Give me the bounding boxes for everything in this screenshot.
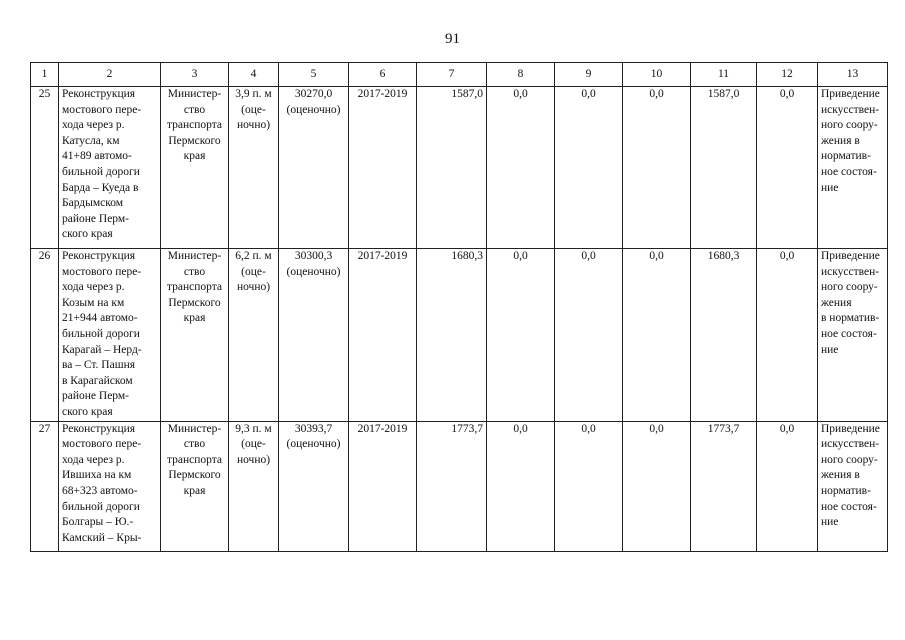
project-name-line: Реконструкция: [62, 88, 136, 100]
project-name-line: бильной дороги: [62, 500, 140, 513]
purpose-line: ние: [821, 181, 839, 194]
project-name: [59, 87, 161, 249]
value-col-9: 0,0: [555, 87, 623, 249]
purpose-line: ние: [821, 343, 839, 356]
project-name-line: мостового пере-: [62, 103, 142, 116]
value-col-10: 0,0: [623, 421, 691, 551]
project-name-line: районе Перм-: [62, 390, 129, 403]
project-name-line: Катусла, км: [62, 134, 120, 147]
responsible-ministry: [161, 249, 229, 422]
capacity-line: (оце-: [241, 103, 266, 116]
project-name-line: Болгары – Ю.-: [62, 516, 134, 529]
investment-projects-table: [30, 62, 888, 552]
capacity: [229, 87, 279, 249]
value-col-11: 1587,0: [691, 87, 757, 249]
cost-line: 30300,3: [294, 250, 333, 262]
project-name-line: в Карагайском: [62, 374, 133, 387]
purpose-line: искусствен-: [821, 103, 880, 116]
capacity: [229, 249, 279, 422]
project-name-line: ского края: [62, 405, 113, 418]
value-col-9: 0,0: [555, 249, 623, 422]
project-name: [59, 421, 161, 551]
value-col-12: 0,0: [757, 249, 818, 422]
table-row: [31, 421, 888, 551]
capacity-line: 6,2 п. м: [235, 250, 272, 262]
value-col-7: 1773,7: [417, 421, 487, 551]
row-number: 25: [31, 87, 59, 249]
column-header-9: 9: [555, 63, 623, 87]
project-name-line: Карагай – Нерд-: [62, 343, 142, 356]
purpose-line: ное состоя-: [821, 327, 877, 340]
capacity-line: 9,3 п. м: [235, 422, 272, 435]
project-name-line: 21+944 автомо-: [62, 312, 138, 325]
project-name-line: Камский – Кры-: [62, 531, 142, 544]
implementation-period: 2017-2019: [349, 87, 417, 249]
value-col-11: 1680,3: [691, 249, 757, 422]
column-header-8: 8: [487, 63, 555, 87]
project-name-line: бильной дороги: [62, 165, 140, 178]
ministry-line: Министер-: [167, 422, 222, 435]
cost-line: 30393,7: [294, 422, 333, 435]
page-number: 91: [445, 31, 460, 47]
table-row: [31, 249, 888, 422]
value-col-10: 0,0: [623, 249, 691, 422]
project-name-line: мостового пере-: [62, 265, 142, 278]
project-name-line: хода через р.: [62, 119, 125, 132]
column-number-row: [31, 63, 888, 87]
column-header-2: 2: [59, 63, 161, 87]
project-name-line: ского края: [62, 228, 113, 241]
column-header-10: 10: [623, 63, 691, 87]
value-col-7: 1680,3: [417, 249, 487, 422]
cost-line: 30270,0: [294, 88, 333, 100]
purpose-line: ное состоя-: [821, 165, 877, 178]
project-name-line: Бардымском: [62, 197, 124, 210]
ministry-line: Пермского: [168, 134, 221, 147]
cost-line: (оценочно): [286, 438, 341, 451]
value-col-8: 0,0: [487, 87, 555, 249]
ministry-line: Министер-: [167, 88, 222, 100]
purpose-line: Приведение: [821, 250, 880, 262]
column-header-3: 3: [161, 63, 229, 87]
ministry-line: края: [183, 484, 206, 497]
estimated-cost: [279, 421, 349, 551]
value-col-10: 0,0: [623, 87, 691, 249]
project-name-line: Козым на км: [62, 296, 125, 309]
implementation-period: 2017-2019: [349, 249, 417, 422]
purpose-line: ное состоя-: [821, 500, 877, 513]
value-col-8: 0,0: [487, 421, 555, 551]
project-name-line: Ившиха на км: [62, 469, 132, 482]
value-col-11: 1773,7: [691, 421, 757, 551]
value-col-9: 0,0: [555, 421, 623, 551]
ministry-line: транспорта: [166, 453, 223, 466]
purpose-line: искусствен-: [821, 438, 880, 451]
project-name-line: 68+323 автомо-: [62, 484, 138, 497]
ministry-line: Министер-: [167, 250, 222, 262]
project-name-line: Реконструкция: [62, 250, 136, 262]
column-header-1: 1: [31, 63, 59, 87]
project-purpose: [818, 421, 888, 551]
ministry-line: края: [183, 312, 206, 325]
ministry-line: ство: [183, 438, 206, 451]
project-name-line: бильной дороги: [62, 327, 140, 340]
ministry-line: транспорта: [166, 281, 223, 294]
column-header-5: 5: [279, 63, 349, 87]
column-header-12: 12: [757, 63, 818, 87]
capacity: [229, 421, 279, 551]
cost-line: (оценочно): [286, 265, 341, 278]
ministry-line: ство: [183, 265, 206, 278]
responsible-ministry: [161, 87, 229, 249]
project-name-line: 41+89 автомо-: [62, 150, 132, 163]
ministry-line: края: [183, 150, 206, 163]
purpose-line: искусствен-: [821, 265, 880, 278]
purpose-line: жения: [821, 296, 852, 309]
column-header-6: 6: [349, 63, 417, 87]
estimated-cost: [279, 249, 349, 422]
purpose-line: ного соору-: [821, 453, 878, 466]
project-name-line: хода через р.: [62, 281, 125, 294]
project-name-line: мостового пере-: [62, 438, 142, 451]
column-header-7: 7: [417, 63, 487, 87]
purpose-line: норматив-: [821, 150, 871, 163]
column-header-4: 4: [229, 63, 279, 87]
column-header-13: 13: [818, 63, 888, 87]
project-name-line: Реконструкция: [62, 422, 136, 435]
purpose-line: жения в: [821, 469, 860, 482]
project-purpose: [818, 87, 888, 249]
implementation-period: 2017-2019: [349, 421, 417, 551]
purpose-line: жения в: [821, 134, 860, 147]
capacity-line: 3,9 п. м: [235, 88, 272, 100]
table-row: [31, 87, 888, 249]
capacity-line: ночно): [236, 281, 271, 294]
value-col-12: 0,0: [757, 87, 818, 249]
row-number: 26: [31, 249, 59, 422]
purpose-line: в норматив-: [821, 312, 880, 325]
project-name-line: Барда – Куеда в: [62, 181, 139, 194]
ministry-line: Пермского: [168, 469, 221, 482]
purpose-line: Приведение: [821, 422, 880, 435]
capacity-line: ночно): [236, 119, 271, 132]
capacity-line: ночно): [236, 453, 271, 466]
project-name: [59, 249, 161, 422]
cost-line: (оценочно): [286, 103, 341, 116]
purpose-line: Приведение: [821, 88, 880, 100]
row-number: 27: [31, 421, 59, 551]
responsible-ministry: [161, 421, 229, 551]
purpose-line: ного соору-: [821, 119, 878, 132]
value-col-7: 1587,0: [417, 87, 487, 249]
purpose-line: ние: [821, 516, 839, 529]
value-col-8: 0,0: [487, 249, 555, 422]
capacity-line: (оце-: [241, 265, 266, 278]
project-name-line: ва – Ст. Пашня: [62, 359, 136, 372]
purpose-line: ного соору-: [821, 281, 878, 294]
ministry-line: транспорта: [166, 119, 223, 132]
project-name-line: районе Перм-: [62, 212, 129, 225]
ministry-line: Пермского: [168, 296, 221, 309]
project-name-line: хода через р.: [62, 453, 125, 466]
capacity-line: (оце-: [241, 438, 266, 451]
project-purpose: [818, 249, 888, 422]
purpose-line: норматив-: [821, 484, 871, 497]
estimated-cost: [279, 87, 349, 249]
column-header-11: 11: [691, 63, 757, 87]
value-col-12: 0,0: [757, 421, 818, 551]
ministry-line: ство: [183, 103, 206, 116]
